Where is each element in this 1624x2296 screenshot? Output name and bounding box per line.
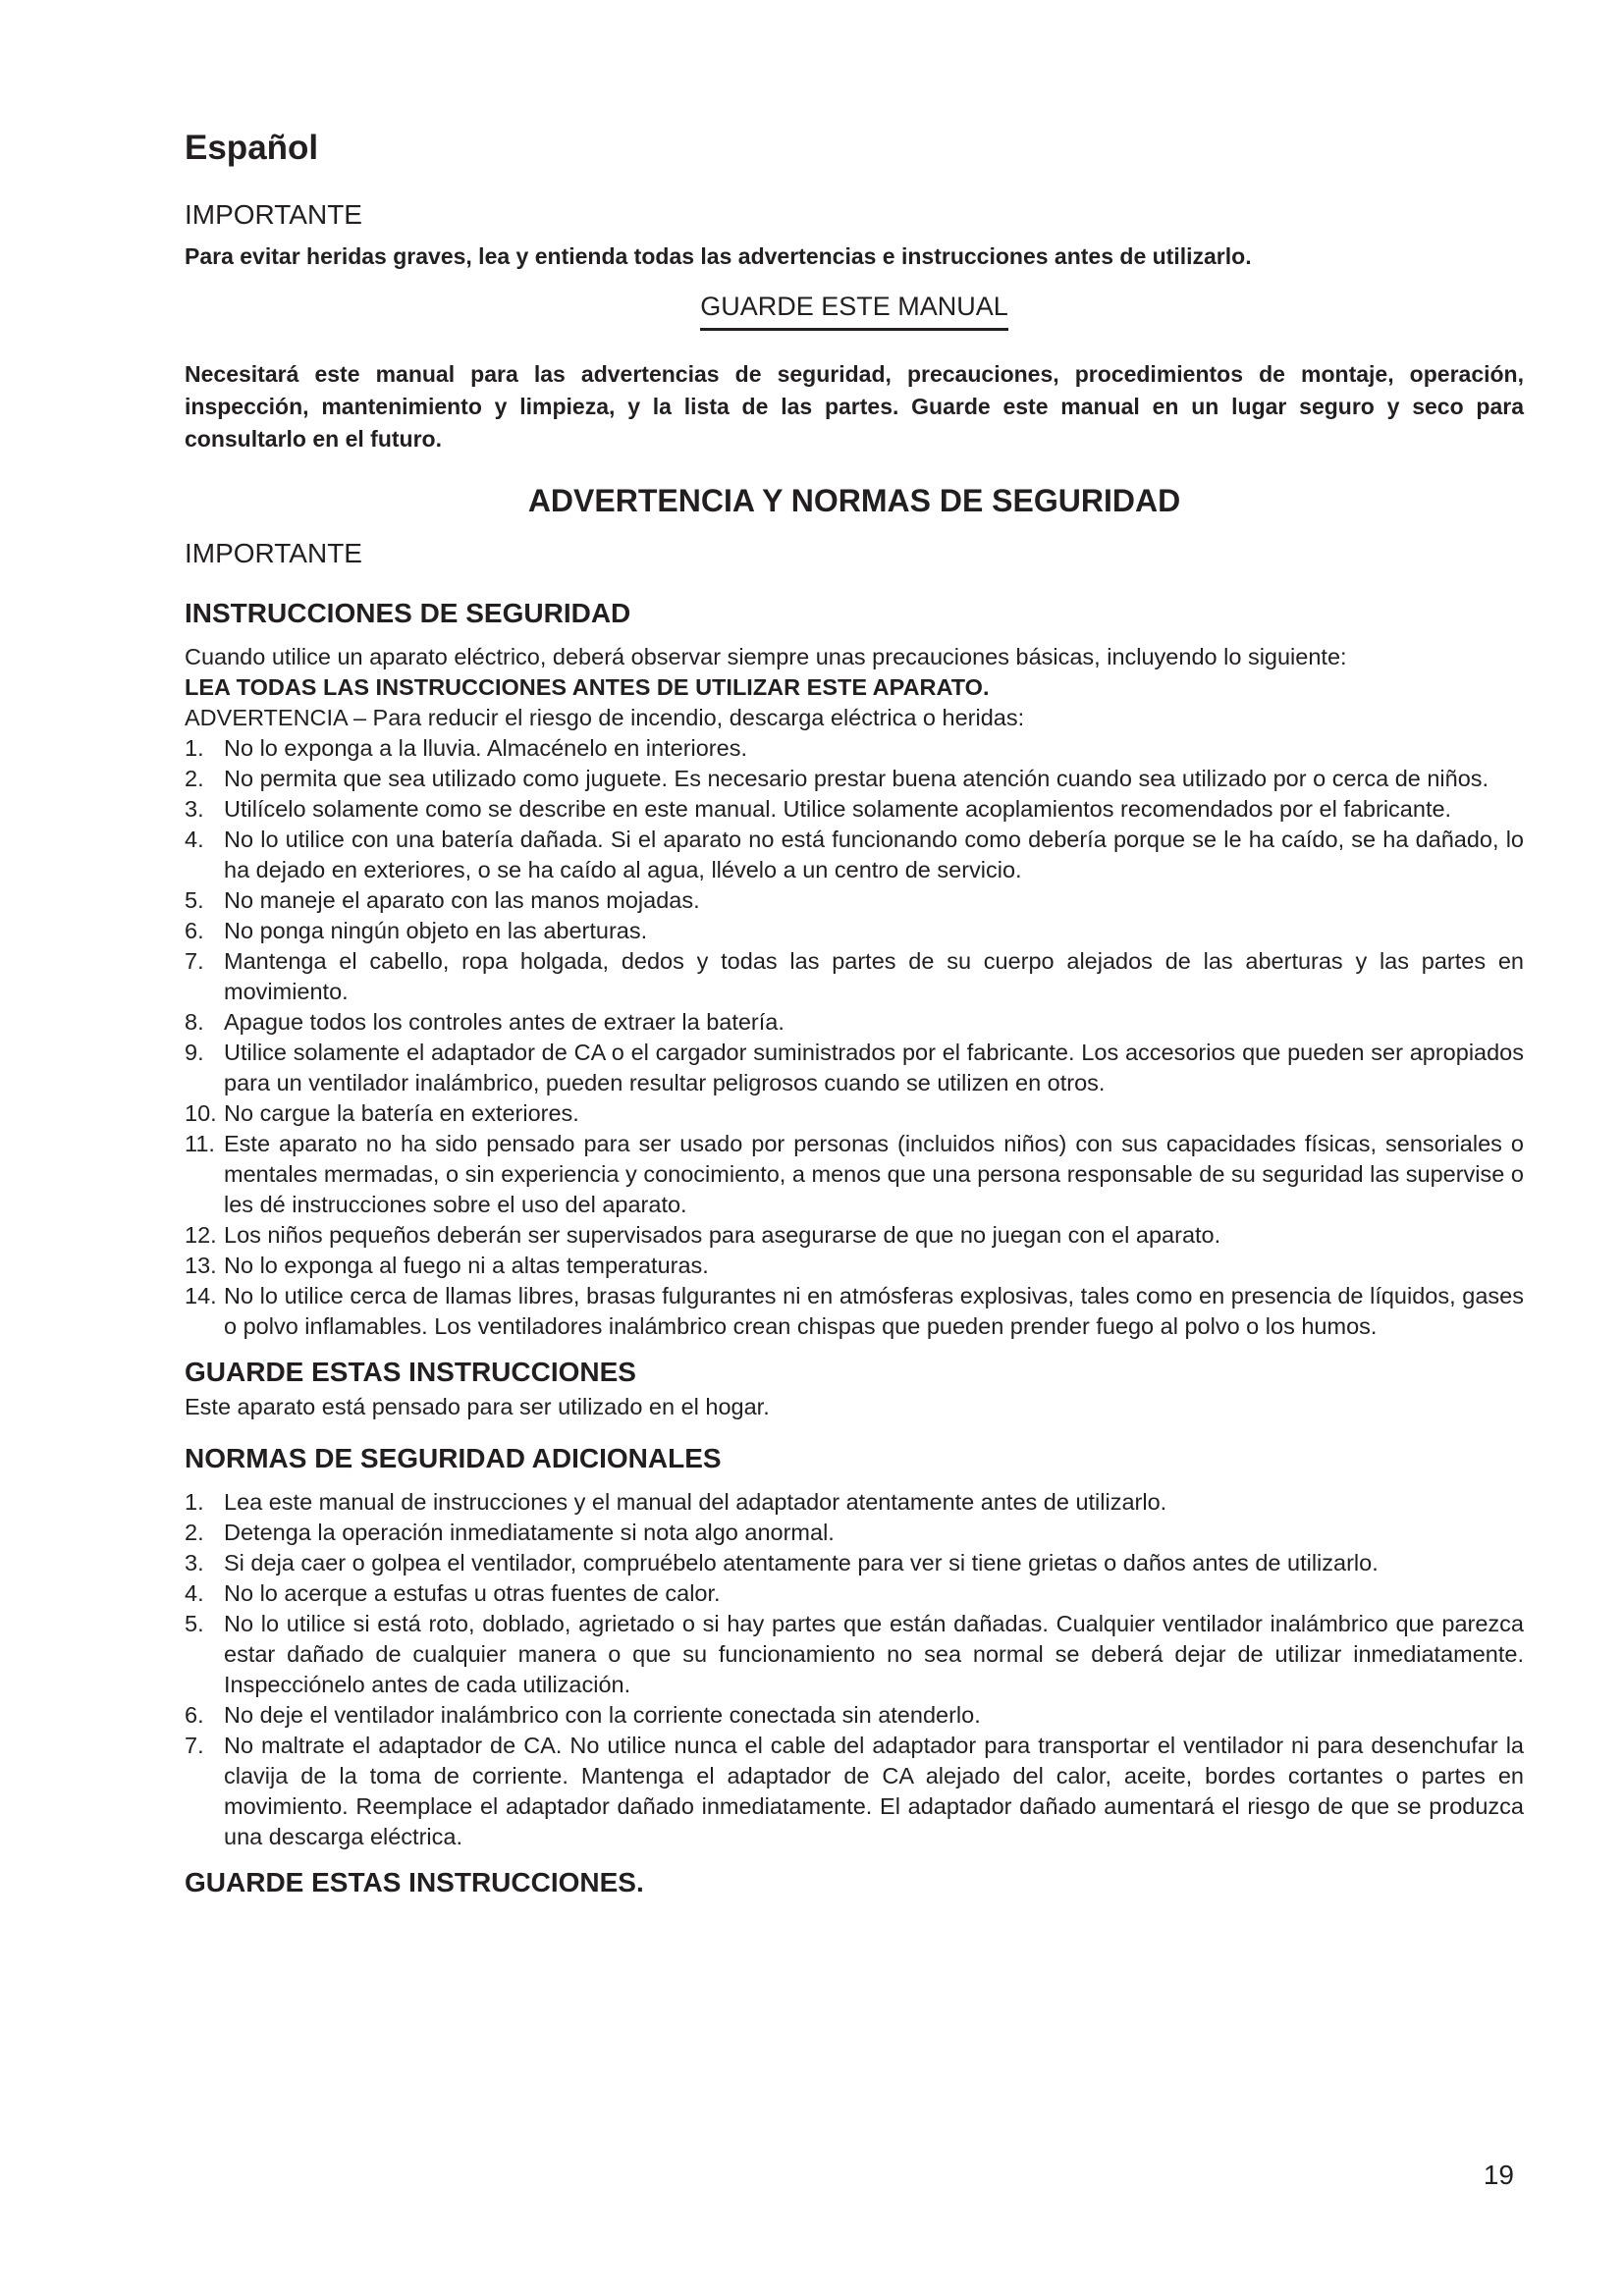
list-item bbox=[185, 885, 1524, 916]
list-item-number: 7. bbox=[185, 1733, 204, 1759]
warning-heading: ADVERTENCIA Y NORMAS DE SEGURIDAD bbox=[527, 482, 1181, 518]
list-item bbox=[185, 825, 1524, 885]
list-item-number: 3. bbox=[185, 795, 204, 822]
list-item bbox=[185, 1251, 1524, 1281]
safety-intro: Cuando utilice un aparato eléctrico, deberá observar siempre unas precauciones básicas, incluyendo lo siguiente: bbox=[185, 643, 1347, 669]
list-item bbox=[185, 946, 1524, 1007]
list-item-number: 14. bbox=[185, 1282, 217, 1308]
save-manual-heading-text: GUARDE ESTE MANUAL bbox=[700, 292, 1008, 331]
list-item-number: 4. bbox=[185, 826, 204, 852]
list-item bbox=[185, 1700, 1524, 1731]
list-item-text: No ponga ningún objeto en las aberturas. bbox=[224, 917, 648, 943]
list-item-number: 7. bbox=[185, 947, 204, 974]
spacer bbox=[185, 579, 1524, 597]
list-item-text: Este aparato no ha sido pensado para ser usado por personas (incluidos niños) con sus capacidades físicas, sensoriales o mentales mermadas, o sin experiencia y conocimiento, a menos que una persona responsable de su seguridad las supervise o les dé instrucciones sobre el uso del aparato. bbox=[224, 1130, 1524, 1217]
read-all-instructions: LEA TODAS LAS INSTRUCCIONES ANTES DE UTILIZAR ESTE APARATO. bbox=[185, 673, 990, 700]
list-item bbox=[185, 794, 1524, 825]
important-label: IMPORTANTE bbox=[185, 199, 362, 230]
list-item-text: No maltrate el adaptador de CA. No utilice nunca el cable del adaptador para transportar el ventilador ni para desenchufar la clavija de la toma de corriente. Mantenga el adaptador de CA alejado del calor, aceite, bordes cortantes o partes en movimiento. Reemplace el adaptador dañado inmediatamente. El adaptador dañado aumentará el riesgo de que se produzca una descarga eléctrica. bbox=[224, 1733, 1524, 1850]
list-item bbox=[185, 1548, 1524, 1578]
list-item-number: 10. bbox=[185, 1099, 217, 1126]
list-item-number: 12. bbox=[185, 1221, 217, 1248]
list-item-number: 1. bbox=[185, 734, 204, 761]
list-item bbox=[185, 1281, 1524, 1342]
list-item-number: 2. bbox=[185, 765, 204, 791]
list-item bbox=[185, 1007, 1524, 1038]
additional-rules-heading: NORMAS DE SEGURIDAD ADICIONALES bbox=[185, 1443, 722, 1474]
list-item bbox=[185, 1578, 1524, 1609]
page-content bbox=[185, 128, 1524, 1911]
list-item-text: No deje el ventilador inalámbrico con la corriente conectada sin atenderlo. bbox=[224, 1702, 981, 1729]
list-item-text: No cargue la batería en exteriores. bbox=[224, 1099, 579, 1126]
list-item-text: Mantenga el cabello, ropa holgada, dedos y todas las partes de su cuerpo alejados de las aberturas y las partes en movimiento. bbox=[224, 947, 1524, 1004]
important-note: Para evitar heridas graves, lea y entienda todas las advertencias e instrucciones antes de utilizarlo. bbox=[185, 242, 1252, 269]
list-item-text: No lo utilice cerca de llamas libres, brasas fulgurantes ni en atmósferas explosivas, tales como en presencia de líquidos, gases o polvo inflamables. Los ventiladores inalámbrico crean chispas que pueden prender fuego al polvo o los humos. bbox=[224, 1282, 1524, 1339]
list-item-text: Utilícelo solamente como se describe en este manual. Utilice solamente acoplamientos recomendados por el fabricante. bbox=[224, 795, 1452, 822]
list-item-number: 4. bbox=[185, 1580, 204, 1607]
list-item-text: Utilice solamente el adaptador de CA o el cargador suministrados por el fabricante. Los accesorios que pueden ser apropiados para un ventilador inalámbrico, pueden resultar peligrosos cuando se utilizen en otros. bbox=[224, 1039, 1524, 1095]
list-item-text: No permita que sea utilizado como juguete. Es necesario prestar buena atención cuando sea utilizado por o cerca de niños. bbox=[224, 765, 1489, 791]
list-item bbox=[185, 1487, 1524, 1518]
list-item-text: No lo utilice si está roto, doblado, agrietado o si hay partes que están dañadas. Cualquier ventilador inalámbrico que parezca estar dañado de cualquier manera o que su funcionamiento no sea normal se deberá dejar de utilizar inmediatamente. Inspecciónelo antes de cada utilización. bbox=[224, 1611, 1524, 1698]
list-item-number: 1. bbox=[185, 1489, 204, 1516]
list-item-text: No maneje el aparato con las manos mojadas. bbox=[224, 886, 700, 913]
list-item-number: 3. bbox=[185, 1550, 204, 1576]
list-item-number: 5. bbox=[185, 886, 204, 913]
list-item-text: No lo exponga a la lluvia. Almacénelo en interiores. bbox=[224, 734, 747, 761]
additional-rules-list bbox=[185, 1487, 1524, 1852]
list-item-text: Lea este manual de instrucciones y el manual del adaptador atentamente antes de utilizarlo. bbox=[224, 1489, 1167, 1516]
list-item bbox=[185, 1129, 1524, 1220]
list-item-text: Detenga la operación inmediatamente si nota algo anormal. bbox=[224, 1520, 835, 1546]
list-item-number: 2. bbox=[185, 1520, 204, 1546]
language-title: Español bbox=[185, 129, 319, 167]
list-item-text: Apague todos los controles antes de extraer la batería. bbox=[224, 1008, 785, 1035]
list-item-number: 6. bbox=[185, 917, 204, 943]
list-item-number: 6. bbox=[185, 1702, 204, 1729]
list-item-number: 9. bbox=[185, 1039, 204, 1065]
final-heading: GUARDE ESTAS INSTRUCCIONES. bbox=[185, 1867, 644, 1898]
list-item bbox=[185, 1518, 1524, 1548]
list-item-number: 8. bbox=[185, 1008, 204, 1035]
list-item-number: 5. bbox=[185, 1611, 204, 1637]
list-item-text: No lo exponga al fuego ni a altas temperaturas. bbox=[224, 1252, 709, 1278]
list-item bbox=[185, 1098, 1524, 1129]
list-item-number: 13. bbox=[185, 1252, 217, 1278]
important-label-2: IMPORTANTE bbox=[185, 537, 362, 568]
list-item bbox=[185, 1731, 1524, 1852]
list-item bbox=[185, 916, 1524, 946]
list-item bbox=[185, 1609, 1524, 1700]
list-item bbox=[185, 764, 1524, 794]
page-number: 19 bbox=[1483, 2160, 1514, 2190]
safety-instructions-heading: INSTRUCCIONES DE SEGURIDAD bbox=[185, 598, 631, 629]
save-instructions-heading: GUARDE ESTAS INSTRUCCIONES bbox=[185, 1356, 636, 1387]
save-manual-heading bbox=[185, 292, 1524, 331]
list-item-number: 11. bbox=[185, 1130, 215, 1156]
list-item-text: Si deja caer o golpea el ventilador, compruébelo atentamente para ver si tiene grietas o daños antes de utilizarlo. bbox=[224, 1550, 1379, 1576]
list-item-text: No lo utilice con una batería dañada. Si el aparato no está funcionando como debería porque se le ha caído, se ha dañado, lo ha dejado en exteriores, o se ha caído al agua, llévelo a un centro de servicio. bbox=[224, 826, 1524, 882]
list-item bbox=[185, 733, 1524, 764]
list-item bbox=[185, 1038, 1524, 1098]
save-instructions-text: Este aparato está pensado para ser utilizado en el hogar. bbox=[185, 1394, 770, 1420]
list-item-text: No lo acerque a estufas u otras fuentes de calor. bbox=[224, 1580, 721, 1607]
save-manual-text: Necesitará este manual para las advertencias de seguridad, precauciones, procedimientos de montaje, operación, inspección, mantenimiento y limpieza, y la lista de las partes. Guarde este manual en un lugar seguro y seco para consultarlo en el futuro. bbox=[185, 360, 1524, 452]
safety-list bbox=[185, 733, 1524, 1342]
list-item bbox=[185, 1220, 1524, 1251]
list-item-text: Los niños pequeños deberán ser supervisados para asegurarse de que no juegan con el aparato. bbox=[224, 1221, 1221, 1248]
warning-line: ADVERTENCIA – Para reducir el riesgo de incendio, descarga eléctrica o heridas: bbox=[185, 704, 1025, 730]
